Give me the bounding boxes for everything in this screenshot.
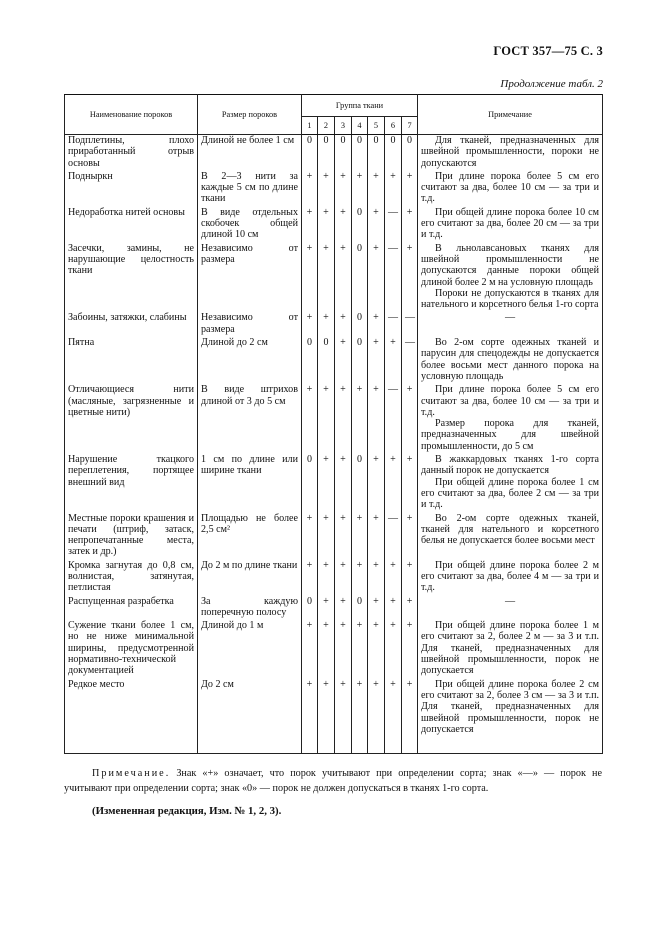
group-mark: +	[335, 620, 352, 678]
defect-name: Подплетины, плохо приработанный отрыв основы	[65, 135, 198, 171]
group-mark: +	[318, 679, 335, 737]
group-mark: +	[302, 312, 318, 337]
group-mark: 0	[302, 135, 318, 171]
table-end-cell	[318, 737, 335, 754]
note-paragraph: При общей длине порока более 2 м его считают за два, более 4 м — за три и т.д.	[421, 559, 600, 594]
defect-size: За каждую поперечную полосу	[198, 596, 302, 621]
table-row	[65, 596, 603, 621]
table-row	[65, 679, 603, 737]
group-mark: +	[402, 560, 418, 596]
table-row	[65, 513, 603, 560]
group-mark: +	[318, 620, 335, 678]
group-mark: +	[385, 454, 402, 512]
group-mark: 0	[368, 135, 385, 171]
note-paragraph: Пороки не допускаются в тканях для нательного и корсетного белья 1-го сорта	[421, 287, 600, 311]
group-mark: +	[352, 560, 368, 596]
defect-note	[418, 384, 603, 454]
group-mark: +	[318, 207, 335, 243]
group-mark: +	[302, 171, 318, 207]
table-head	[65, 95, 603, 135]
defect-size: Независимо от размера	[198, 312, 302, 337]
table-row	[65, 312, 603, 337]
note-paragraph: —	[504, 312, 516, 324]
group-mark: +	[318, 243, 335, 313]
group-mark: +	[368, 384, 385, 454]
header-group-col: 1	[302, 117, 318, 135]
note-paragraph: При общей длине порока более 10 см его считают за два, более 20 см — за три и т.д.	[421, 206, 600, 241]
defects-table	[64, 94, 603, 754]
group-mark: 0	[352, 207, 368, 243]
footnote	[64, 766, 602, 796]
footnote-text: Знак «+» означает, что порок учитывают при определении сорта; знак «—» — порок не учитывают при определении сорта; знак «0» — порок не должен допускаться в тканях 1-го сорта.	[64, 768, 602, 794]
note-paragraph: При длине порока более 5 см его считают за два, более 10 см — за три и т.д.	[421, 170, 600, 205]
group-mark: +	[335, 243, 352, 313]
defect-note	[418, 207, 603, 243]
group-mark: +	[385, 337, 402, 384]
group-mark: 0	[402, 135, 418, 171]
header-note: Примечание	[418, 95, 603, 135]
group-mark: +	[302, 679, 318, 737]
group-mark: +	[368, 171, 385, 207]
table-row	[65, 135, 603, 171]
group-mark: +	[318, 560, 335, 596]
defect-note	[418, 243, 603, 313]
defect-name: Подныркн	[65, 171, 198, 207]
table-end-cell	[65, 737, 198, 754]
group-mark: +	[335, 171, 352, 207]
group-mark: 0	[352, 312, 368, 337]
defect-note	[418, 620, 603, 678]
group-mark: —	[385, 384, 402, 454]
table-end-cell	[385, 737, 402, 754]
defect-size: В виде отдельных скобочек общей длиной 10 см	[198, 207, 302, 243]
table-row	[65, 620, 603, 678]
table-end-cell	[402, 737, 418, 754]
defect-note	[418, 454, 603, 512]
group-mark: +	[385, 171, 402, 207]
group-mark: +	[368, 513, 385, 560]
header-group-col: 6	[385, 117, 402, 135]
note-paragraph: При длине порока более 5 см его считают за два, более 10 см — за три и т.д.	[421, 384, 600, 418]
group-mark: +	[368, 337, 385, 384]
group-mark: +	[402, 513, 418, 560]
group-mark: +	[402, 243, 418, 313]
table-body	[65, 135, 603, 754]
group-mark: +	[402, 620, 418, 678]
note-paragraph: —	[504, 595, 516, 607]
header-group-col: 3	[335, 117, 352, 135]
group-mark: 0	[302, 454, 318, 512]
group-mark: +	[335, 207, 352, 243]
group-mark: +	[318, 312, 335, 337]
amendment-note: (Измененная редакция, Изм. № 1, 2, 3).	[92, 805, 282, 817]
table-row	[65, 207, 603, 243]
group-mark: 0	[352, 135, 368, 171]
note-paragraph: Размер порока для тканей, предназначенных для швейной промышленности, до 5 см	[421, 418, 600, 452]
defect-size: В виде штрихов длиной от 3 до 5 см	[198, 384, 302, 454]
group-mark: +	[335, 454, 352, 512]
group-mark: +	[352, 513, 368, 560]
group-mark: +	[302, 620, 318, 678]
defect-name: Кромка загнутая до 0,8 см, волнистая, затянутая, петлистая	[65, 560, 198, 596]
table-row	[65, 384, 603, 454]
group-mark: 0	[302, 337, 318, 384]
table-row	[65, 337, 603, 384]
group-mark: +	[385, 620, 402, 678]
defect-name: Редкое место	[65, 679, 198, 737]
group-mark: —	[385, 207, 402, 243]
defect-note	[418, 679, 603, 737]
table-end-cell	[302, 737, 318, 754]
group-mark: +	[335, 679, 352, 737]
table-end-cell	[352, 737, 368, 754]
note-paragraph: Для тканей, предназначенных для швейной промышленности, пороки не допускаются	[421, 135, 600, 169]
group-mark: 0	[352, 454, 368, 512]
group-mark: +	[368, 312, 385, 337]
table-row	[65, 454, 603, 512]
group-mark: +	[318, 513, 335, 560]
group-mark: +	[352, 171, 368, 207]
note-paragraph: При общей длине порока более 2 см его считают за 2, более 3 см — за 3 и т.п. Для тканей, предназначенных для швейной промышленности, порок не допускается	[421, 678, 600, 735]
group-mark: 0	[352, 243, 368, 313]
group-mark: +	[302, 207, 318, 243]
defect-name: Распущенная разрабетка	[65, 596, 198, 621]
defect-note	[418, 513, 603, 560]
group-mark: —	[402, 337, 418, 384]
page-header: ГОСТ 357—75 С. 3	[493, 44, 603, 58]
note-paragraph: Во 2-ом сорте одежных тканей, тканей для нательного и корсетного белья не допускается более восьми мест	[421, 512, 600, 547]
defect-size: Площадью не более 2,5 см²	[198, 513, 302, 560]
defect-note	[418, 171, 603, 207]
defect-size: 1 см по длине или ширине ткани	[198, 454, 302, 512]
defect-name: Сужение ткани более 1 см, но не ниже минимальной ширины, предусмотренной нормативно-технической документацией	[65, 620, 198, 678]
group-mark: —	[385, 243, 402, 313]
group-mark: +	[402, 207, 418, 243]
group-mark: +	[385, 679, 402, 737]
table-row	[65, 560, 603, 596]
group-mark: +	[318, 171, 335, 207]
group-mark: 0	[352, 337, 368, 384]
defect-size: До 2 м по длине ткани	[198, 560, 302, 596]
note-paragraph: В льнолавсановых тканях для швейной промышленности не допускаются данные пороки общей длиной более 2 м на условную площадь	[421, 242, 600, 288]
group-mark: +	[402, 596, 418, 621]
group-mark: +	[402, 171, 418, 207]
defect-note	[418, 560, 603, 596]
table-end-cell	[368, 737, 385, 754]
header-group: Группа ткани	[302, 95, 418, 117]
defect-size: Длиной до 2 см	[198, 337, 302, 384]
header-group-col: 5	[368, 117, 385, 135]
group-mark: +	[352, 384, 368, 454]
group-mark: +	[335, 560, 352, 596]
table-row	[65, 243, 603, 313]
group-mark: +	[368, 620, 385, 678]
table-continuation-label: Продолжение табл. 2	[500, 78, 603, 90]
defect-name: Местные пороки крашения и печати (штриф, затаск, непропечатанные места, затек и др.)	[65, 513, 198, 560]
table-end-cell	[418, 737, 603, 754]
group-mark: +	[352, 620, 368, 678]
group-mark: +	[335, 513, 352, 560]
table-row	[65, 171, 603, 207]
header-size: Размер пороков	[198, 95, 302, 135]
group-mark: +	[368, 454, 385, 512]
group-mark: +	[302, 560, 318, 596]
group-mark: +	[302, 513, 318, 560]
group-mark: +	[402, 679, 418, 737]
defect-name: Засечки, замины, не нарушающие целостность ткани	[65, 243, 198, 313]
group-mark: +	[368, 679, 385, 737]
group-mark: —	[402, 312, 418, 337]
defect-name: Недоработка нитей основы	[65, 207, 198, 243]
defect-size: До 2 см	[198, 679, 302, 737]
group-mark: +	[368, 596, 385, 621]
group-mark: +	[368, 560, 385, 596]
defect-size: Длиной не более 1 см	[198, 135, 302, 171]
group-mark: +	[302, 384, 318, 454]
group-mark: +	[352, 679, 368, 737]
group-mark: +	[402, 384, 418, 454]
group-mark: +	[318, 384, 335, 454]
group-mark: —	[385, 513, 402, 560]
group-mark: 0	[318, 135, 335, 171]
defect-name: Забоины, затяжки, слабины	[65, 312, 198, 337]
defect-size: В 2—3 нити за каждые 5 см по длине ткани	[198, 171, 302, 207]
group-mark: 0	[385, 135, 402, 171]
defect-note	[418, 135, 603, 171]
group-mark: 0	[352, 596, 368, 621]
group-mark: +	[335, 337, 352, 384]
header-group-col: 2	[318, 117, 335, 135]
defect-size: Длиной до 1 м	[198, 620, 302, 678]
header-name: Наименование пороков	[65, 95, 198, 135]
group-mark: +	[402, 454, 418, 512]
group-mark: 0	[302, 596, 318, 621]
group-mark: +	[368, 207, 385, 243]
note-paragraph: В жаккардовых тканях 1-го сорта данный порок не допускается	[421, 454, 600, 477]
table-end-row	[65, 737, 603, 754]
note-paragraph: При общей длине порока более 1 см его считают за два, более 2 см — за три и т.д.	[421, 476, 600, 511]
group-mark: +	[335, 312, 352, 337]
defect-name: Нарушение ткацкого переплетения, портящее внешний вид	[65, 454, 198, 512]
defect-name: Пятна	[65, 337, 198, 384]
group-mark: 0	[335, 135, 352, 171]
group-mark: +	[368, 243, 385, 313]
table-end-cell	[335, 737, 352, 754]
defect-note	[418, 337, 603, 384]
footnote-label: Примечание.	[92, 768, 171, 779]
note-paragraph: Во 2-ом сорте одежных тканей и парусин для спецодежды не допускается более восьми мест данного порока на условную площадь	[421, 337, 600, 382]
group-mark: +	[302, 243, 318, 313]
group-mark: —	[385, 312, 402, 337]
defect-note	[418, 596, 603, 621]
group-mark: 0	[318, 337, 335, 384]
table-end-cell	[198, 737, 302, 754]
group-mark: +	[318, 596, 335, 621]
group-mark: +	[335, 596, 352, 621]
header-group-col: 4	[352, 117, 368, 135]
defect-name: Отличающиеся нити (масляные, загрязненные и цветные нити)	[65, 384, 198, 454]
group-mark: +	[385, 596, 402, 621]
group-mark: +	[385, 560, 402, 596]
group-mark: +	[335, 384, 352, 454]
header-group-col: 7	[402, 117, 418, 135]
group-mark: +	[318, 454, 335, 512]
defect-size: Независимо от размера	[198, 243, 302, 313]
defect-note	[418, 312, 603, 337]
note-paragraph: При общей длине порока более 1 м его считают за 2, более 2 м — за 3 и т.п. Для тканей, предназначенных для швейной промышленности, порок не допускается	[421, 620, 600, 677]
